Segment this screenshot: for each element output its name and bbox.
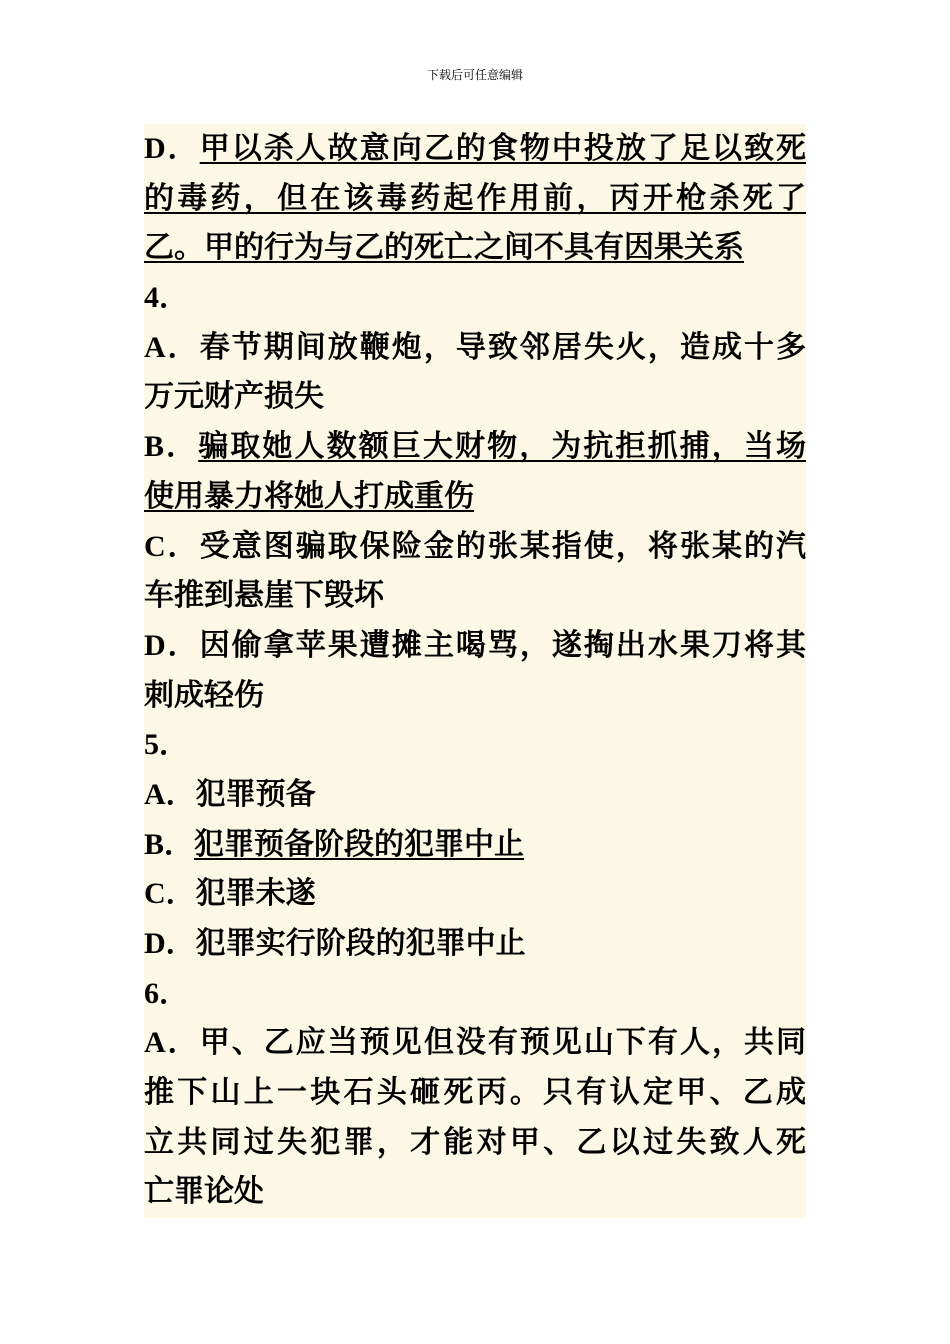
option-label: 6． <box>144 976 189 1010</box>
text-line <box>144 522 806 572</box>
option-text: 受意图骗取保险金的张某指使，将张某的汽 <box>199 528 806 564</box>
option-label: D． <box>144 927 196 960</box>
option-label: B． <box>144 430 199 464</box>
text-line <box>144 372 806 422</box>
text-line <box>144 969 806 1019</box>
text-line <box>144 124 806 174</box>
option-label: D． <box>144 132 200 165</box>
option-label: A． <box>144 777 196 811</box>
page-header: 下载后可任意编辑 <box>426 68 523 82</box>
text-line <box>144 223 806 273</box>
text-line <box>144 472 806 522</box>
option-text: 立共同过失犯罪，才能对甲、乙以过失致人死 <box>144 1124 806 1160</box>
option-text: 乙。甲的行为与乙的死亡之间不具有因果关系 <box>144 230 744 266</box>
option-text: 使用暴力将她人打成重伤 <box>144 478 474 514</box>
text-line <box>144 323 806 373</box>
option-label: B． <box>144 827 195 861</box>
option-text: 因偷拿苹果遭摊主喝骂，遂掏出水果刀将其 <box>199 627 806 663</box>
option-text: 的毒药，但在该毒药起作用前，丙开枪杀死了 <box>144 180 806 216</box>
text-line <box>144 174 806 224</box>
option-label: D． <box>144 628 200 662</box>
option-text: 犯罪实行阶段的犯罪中止 <box>195 926 526 961</box>
text-line <box>144 1018 806 1068</box>
text-line <box>144 273 806 323</box>
option-text: 刺成轻伤 <box>144 677 264 713</box>
text-line <box>144 720 806 770</box>
option-label: C． <box>144 877 196 911</box>
text-line <box>144 621 806 671</box>
option-text: 犯罪预备阶段的犯罪中止 <box>194 826 525 862</box>
text-line <box>144 671 806 721</box>
option-label: 4． <box>144 281 189 315</box>
text-line <box>144 820 806 870</box>
option-label: A． <box>144 330 200 364</box>
document-body <box>144 124 806 1218</box>
option-text: 车推到悬崖下毁坏 <box>144 578 384 614</box>
option-text: 甲、乙应当预见但没有预见山下有人，共同 <box>199 1025 806 1061</box>
option-text: 春节期间放鞭炮，导致邻居失火，造成十多 <box>199 329 806 365</box>
option-text: 犯罪未遂 <box>195 876 316 912</box>
text-line <box>144 1167 806 1217</box>
text-line <box>144 869 806 919</box>
option-text: 犯罪预备 <box>195 776 316 812</box>
option-label: C． <box>144 529 200 563</box>
option-label: A． <box>144 1026 200 1060</box>
option-text: 甲以杀人故意向乙的食物中投放了足以致死 <box>199 131 806 166</box>
text-line <box>144 571 806 621</box>
text-line <box>144 770 806 820</box>
text-line <box>144 1068 806 1118</box>
option-text: 亡罪论处 <box>144 1174 264 1210</box>
option-text: 万元财产损失 <box>144 379 324 415</box>
text-line <box>144 422 806 472</box>
text-line <box>144 1118 806 1168</box>
option-label: 5． <box>144 728 189 762</box>
option-text: 骗取她人数额巨大财物，为抗拒抓捕，当场 <box>198 429 807 465</box>
text-line <box>144 919 806 969</box>
option-text: 推下山上一块石头砸死丙。只有认定甲、乙成 <box>144 1075 806 1111</box>
